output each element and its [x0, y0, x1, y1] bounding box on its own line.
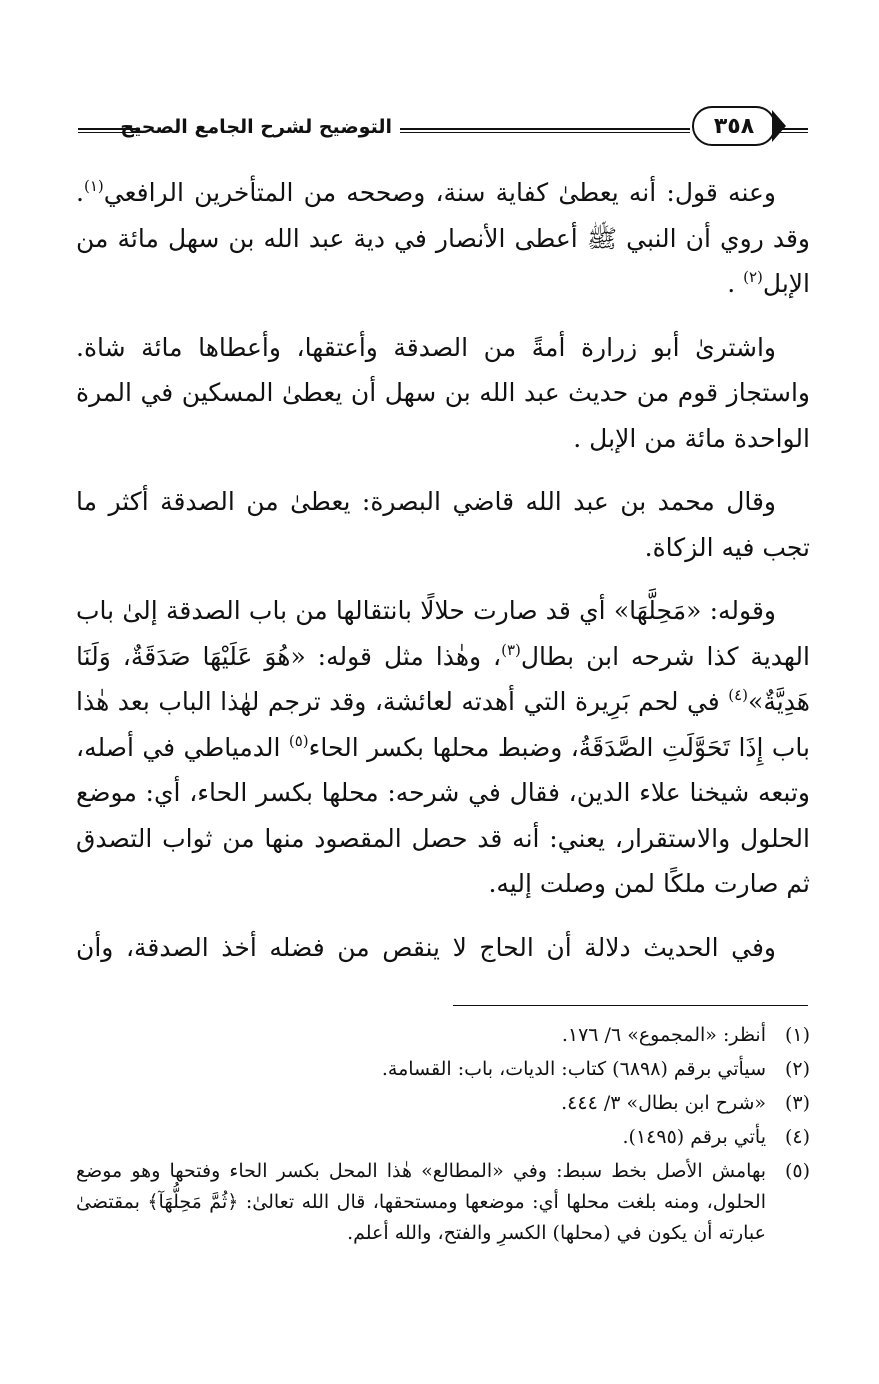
footnote-text: أنظر: «المجموع» ٦/ ١٧٦. — [561, 1024, 766, 1046]
footnote — [76, 1020, 810, 1051]
footnote-marker: (١) — [83, 177, 104, 195]
footnote-separator — [453, 1005, 808, 1006]
text-run: وقوله: «مَحِلَّهَا» أي قد صارت حلالًا بانتقالها من باب الصدقة إلىٰ باب الهدية كذا شرحه ابن بطال — [76, 596, 810, 671]
text-run: . وقد روي أن النبي ﷺ أعطى الأنصار في دية عبد الله بن سهل مائة من الإبل — [76, 178, 810, 298]
footnote-number: (٤) — [784, 1126, 810, 1148]
text-run: واشترىٰ أبو زرارة أمةً من الصدقة وأعتقها، وأعطاها مائة شاة. واستجاز قوم من حديث عبد الله بن سهل أن يعطىٰ المسكين في المرة الواحدة مائة من الإبل . — [76, 332, 810, 453]
page-number: ٣٥٨ — [713, 113, 755, 139]
text-run: في لحم بَرِيرة التي أهدته لعائشة، وقد ترجم لهٰذا الباب بعد هٰذا باب إِذَا تَحَوَّلَتِ الصَّدَقَةُ، وضبط محلها بكسر الحاء — [76, 687, 810, 762]
page-header — [78, 100, 808, 160]
header-rule-right — [778, 128, 808, 133]
footnote-number: (٣) — [784, 1092, 810, 1114]
footnote-marker: (٣) — [501, 640, 521, 659]
footnote — [76, 1088, 810, 1119]
footnote-marker: (٤) — [728, 686, 749, 704]
page-number-badge — [692, 106, 776, 146]
footnote-marker: (٥) — [288, 731, 309, 750]
badge-ornament-icon — [772, 110, 786, 142]
footnote-text: يأتي برقم (١٤٩٥). — [622, 1126, 766, 1148]
text-run: وعنه قول: أنه يعطىٰ كفاية سنة، وصححه من المتأخرين الرافعي — [103, 178, 776, 207]
text-run: ، وهٰذا مثل قوله: «هُوَ عَلَيْهَا صَدَقَةٌ، وَلَنَا هَدِيَّةٌ» — [76, 641, 810, 716]
footnote-text: بهامش الأصل بخط سبط: وفي «المطالع» هٰذا المحل بكسر الحاء وفتحها وهو موضع الحلول، ومنه بلغت محلها أي: موضعها ومستحقها، قال الله تعالىٰ: ﴿ثُمَّ مَحِلُّهَآ﴾ بمقتضىٰ عبارته أن يكون في (محلها) الكسرِ والفتح، والله أعلم. — [76, 1160, 766, 1244]
footnote — [76, 1156, 810, 1249]
main-text — [76, 170, 810, 988]
footnote — [76, 1122, 810, 1153]
paragraph — [76, 325, 810, 462]
text-run: وقال محمد بن عبد الله قاضي البصرة: يعطىٰ من الصدقة أكثر ما تجب فيه الزكاة. — [76, 487, 810, 562]
text-run: . — [727, 269, 744, 298]
paragraph — [76, 170, 810, 307]
footnote-number: (١) — [784, 1024, 810, 1046]
header-rule-middle — [400, 128, 690, 133]
paragraph — [76, 588, 810, 907]
footnote-number: (٢) — [784, 1058, 810, 1080]
text-run: الدمياطي في أصله، وتبعه شيخنا علاء الدين، فقال في شرحه: محلها بكسر الحاء، أي: موضع الحلول والاستقرار، يعني: أنه قد حصل المقصود منها من ثواب التصدق ثم صارت ملكًا لمن وصلت إليه. — [76, 732, 810, 898]
footnotes — [76, 1020, 810, 1252]
text-run: وفي الحديث دلالة أن الحاج لا ينقص من فضله أخذ الصدقة، وأن — [76, 932, 776, 962]
paragraph — [76, 479, 810, 570]
footnote-number: (٥) — [784, 1160, 810, 1182]
footnote — [76, 1054, 810, 1085]
running-title: التوضيح لشرح الجامع الصحيح — [120, 116, 392, 138]
paragraph — [76, 925, 810, 971]
footnote-text: سيأتي برقم (٦٨٩٨) كتاب: الديات، باب: القسامة. — [381, 1058, 766, 1080]
footnote-marker: (٢) — [743, 268, 763, 286]
footnote-text: «شرح ابن بطال» ٣/ ٤٤٤. — [561, 1092, 766, 1114]
